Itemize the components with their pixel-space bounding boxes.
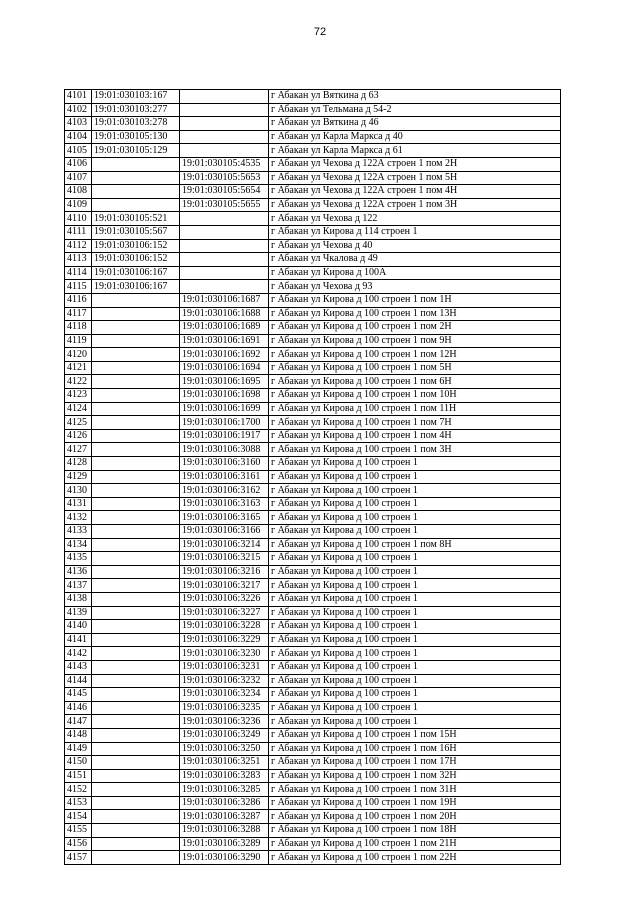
table-row bbox=[65, 674, 561, 688]
row-number-cell: 4157 bbox=[65, 851, 92, 865]
row-number-cell: 4140 bbox=[65, 620, 92, 634]
cadastral-number-cell: 19:01:030106:152 bbox=[92, 253, 180, 267]
premises-cadastral-number-cell: 19:01:030106:1691 bbox=[180, 334, 269, 348]
cadastral-number-cell bbox=[92, 647, 180, 661]
row-number-cell: 4123 bbox=[65, 389, 92, 403]
table-row bbox=[65, 701, 561, 715]
premises-cadastral-number-cell: 19:01:030106:1699 bbox=[180, 402, 269, 416]
premises-cadastral-number-cell: 19:01:030106:3251 bbox=[180, 756, 269, 770]
cadastral-number-cell bbox=[92, 470, 180, 484]
premises-cadastral-number-cell: 19:01:030106:1700 bbox=[180, 416, 269, 430]
cadastral-number-cell: 19:01:030103:167 bbox=[92, 90, 180, 104]
premises-cadastral-number-cell: 19:01:030106:3161 bbox=[180, 470, 269, 484]
table-row bbox=[65, 103, 561, 117]
row-number-cell: 4110 bbox=[65, 212, 92, 226]
address-cell: г Абакан ул Кирова д 100 строен 1 пом 21Н bbox=[269, 837, 561, 851]
premises-cadastral-number-cell: 19:01:030106:3235 bbox=[180, 701, 269, 715]
row-number-cell: 4141 bbox=[65, 633, 92, 647]
address-cell: г Абакан ул Кирова д 100 строен 1 пом 17Н bbox=[269, 756, 561, 770]
table-row bbox=[65, 579, 561, 593]
row-number-cell: 4125 bbox=[65, 416, 92, 430]
premises-cadastral-number-cell: 19:01:030106:3283 bbox=[180, 769, 269, 783]
address-cell: г Абакан ул Чехова д 122А строен 1 пом 3Н bbox=[269, 198, 561, 212]
premises-cadastral-number-cell bbox=[180, 225, 269, 239]
cadastral-number-cell: 19:01:030103:277 bbox=[92, 103, 180, 117]
cadastral-number-cell bbox=[92, 579, 180, 593]
table-row bbox=[65, 348, 561, 362]
cadastral-number-cell bbox=[92, 457, 180, 471]
address-cell: г Абакан ул Кирова д 100 строен 1 bbox=[269, 484, 561, 498]
cadastral-number-cell bbox=[92, 511, 180, 525]
row-number-cell: 4121 bbox=[65, 361, 92, 375]
row-number-cell: 4112 bbox=[65, 239, 92, 253]
address-cell: г Абакан ул Кирова д 100 строен 1 bbox=[269, 579, 561, 593]
cadastral-number-cell bbox=[92, 633, 180, 647]
address-cell: г Абакан ул Кирова д 100 строен 1 пом 5Н bbox=[269, 361, 561, 375]
cadastral-number-cell: 19:01:030105:521 bbox=[92, 212, 180, 226]
cadastral-number-cell bbox=[92, 484, 180, 498]
table-row bbox=[65, 253, 561, 267]
cadastral-number-cell bbox=[92, 688, 180, 702]
row-number-cell: 4135 bbox=[65, 552, 92, 566]
table-row bbox=[65, 633, 561, 647]
cadastral-number-cell bbox=[92, 497, 180, 511]
cadastral-number-cell: 19:01:030103:278 bbox=[92, 117, 180, 131]
address-cell: г Абакан ул Кирова д 100 строен 1 пом 4Н bbox=[269, 429, 561, 443]
row-number-cell: 4113 bbox=[65, 253, 92, 267]
premises-cadastral-number-cell: 19:01:030106:1692 bbox=[180, 348, 269, 362]
premises-cadastral-number-cell bbox=[180, 144, 269, 158]
premises-cadastral-number-cell bbox=[180, 280, 269, 294]
cadastral-number-cell bbox=[92, 606, 180, 620]
address-cell: г Абакан ул Кирова д 100 строен 1 пом 22Н bbox=[269, 851, 561, 865]
premises-cadastral-number-cell: 19:01:030106:1695 bbox=[180, 375, 269, 389]
row-number-cell: 4134 bbox=[65, 538, 92, 552]
premises-cadastral-number-cell bbox=[180, 253, 269, 267]
table-row bbox=[65, 565, 561, 579]
table-row bbox=[65, 511, 561, 525]
cadastral-number-cell bbox=[92, 321, 180, 335]
cadastral-number-cell bbox=[92, 796, 180, 810]
row-number-cell: 4107 bbox=[65, 171, 92, 185]
row-number-cell: 4155 bbox=[65, 824, 92, 838]
table-row bbox=[65, 497, 561, 511]
row-number-cell: 4150 bbox=[65, 756, 92, 770]
address-cell: г Абакан ул Кирова д 100 строен 1 bbox=[269, 674, 561, 688]
row-number-cell: 4103 bbox=[65, 117, 92, 131]
table-row bbox=[65, 429, 561, 443]
premises-cadastral-number-cell bbox=[180, 130, 269, 144]
cadastral-number-cell bbox=[92, 701, 180, 715]
premises-cadastral-number-cell: 19:01:030106:1687 bbox=[180, 293, 269, 307]
table-row bbox=[65, 592, 561, 606]
premises-cadastral-number-cell: 19:01:030106:3162 bbox=[180, 484, 269, 498]
table-row bbox=[65, 457, 561, 471]
premises-cadastral-number-cell: 19:01:030106:3226 bbox=[180, 592, 269, 606]
table-row bbox=[65, 756, 561, 770]
premises-cadastral-number-cell: 19:01:030106:3230 bbox=[180, 647, 269, 661]
row-number-cell: 4118 bbox=[65, 321, 92, 335]
address-cell: г Абакан ул Кирова д 100 строен 1 пом 3Н bbox=[269, 443, 561, 457]
premises-cadastral-number-cell: 19:01:030105:5653 bbox=[180, 171, 269, 185]
premises-cadastral-number-cell: 19:01:030105:4535 bbox=[180, 157, 269, 171]
table-row bbox=[65, 470, 561, 484]
row-number-cell: 4142 bbox=[65, 647, 92, 661]
row-number-cell: 4136 bbox=[65, 565, 92, 579]
row-number-cell: 4133 bbox=[65, 525, 92, 539]
cadastral-number-cell bbox=[92, 660, 180, 674]
premises-cadastral-number-cell: 19:01:030106:3234 bbox=[180, 688, 269, 702]
table-row bbox=[65, 144, 561, 158]
cadastral-number-cell bbox=[92, 620, 180, 634]
row-number-cell: 4127 bbox=[65, 443, 92, 457]
premises-cadastral-number-cell: 19:01:030106:3215 bbox=[180, 552, 269, 566]
cadastral-number-cell: 19:01:030105:130 bbox=[92, 130, 180, 144]
row-number-cell: 4111 bbox=[65, 225, 92, 239]
row-number-cell: 4153 bbox=[65, 796, 92, 810]
table-row bbox=[65, 239, 561, 253]
address-cell: г Абакан ул Вяткина д 46 bbox=[269, 117, 561, 131]
registry-table bbox=[64, 89, 561, 865]
row-number-cell: 4139 bbox=[65, 606, 92, 620]
premises-cadastral-number-cell bbox=[180, 239, 269, 253]
table-row bbox=[65, 321, 561, 335]
address-cell: г Абакан ул Кирова д 100 строен 1 bbox=[269, 565, 561, 579]
address-cell: г Абакан ул Вяткина д 63 bbox=[269, 90, 561, 104]
table-row bbox=[65, 484, 561, 498]
address-cell: г Абакан ул Кирова д 100 строен 1 bbox=[269, 497, 561, 511]
table-row bbox=[65, 171, 561, 185]
premises-cadastral-number-cell: 19:01:030106:3290 bbox=[180, 851, 269, 865]
cadastral-number-cell bbox=[92, 307, 180, 321]
premises-cadastral-number-cell: 19:01:030106:3217 bbox=[180, 579, 269, 593]
table-row bbox=[65, 334, 561, 348]
table-row bbox=[65, 824, 561, 838]
address-cell: г Абакан ул Чехова д 122 bbox=[269, 212, 561, 226]
premises-cadastral-number-cell bbox=[180, 103, 269, 117]
address-cell: г Абакан ул Кирова д 100 строен 1 bbox=[269, 701, 561, 715]
table-row bbox=[65, 837, 561, 851]
premises-cadastral-number-cell: 19:01:030106:3286 bbox=[180, 796, 269, 810]
premises-cadastral-number-cell bbox=[180, 266, 269, 280]
cadastral-number-cell bbox=[92, 810, 180, 824]
address-cell: г Абакан ул Кирова д 100 строен 1 bbox=[269, 633, 561, 647]
address-cell: г Абакан ул Кирова д 100 строен 1 bbox=[269, 552, 561, 566]
address-cell: г Абакан ул Кирова д 100 строен 1 bbox=[269, 525, 561, 539]
premises-cadastral-number-cell: 19:01:030106:1917 bbox=[180, 429, 269, 443]
address-cell: г Абакан ул Кирова д 100 строен 1 пом 7Н bbox=[269, 416, 561, 430]
cadastral-number-cell bbox=[92, 375, 180, 389]
row-number-cell: 4106 bbox=[65, 157, 92, 171]
cadastral-number-cell bbox=[92, 851, 180, 865]
premises-cadastral-number-cell: 19:01:030106:1689 bbox=[180, 321, 269, 335]
address-cell: г Абакан ул Кирова д 100 строен 1 bbox=[269, 620, 561, 634]
address-cell: г Абакан ул Кирова д 100 строен 1 bbox=[269, 606, 561, 620]
premises-cadastral-number-cell: 19:01:030106:3288 bbox=[180, 824, 269, 838]
premises-cadastral-number-cell: 19:01:030106:1688 bbox=[180, 307, 269, 321]
table-row bbox=[65, 293, 561, 307]
address-cell: г Абакан ул Кирова д 100 строен 1 bbox=[269, 660, 561, 674]
row-number-cell: 4105 bbox=[65, 144, 92, 158]
address-cell: г Абакан ул Карла Маркса д 61 bbox=[269, 144, 561, 158]
table-row bbox=[65, 552, 561, 566]
row-number-cell: 4128 bbox=[65, 457, 92, 471]
cadastral-number-cell bbox=[92, 361, 180, 375]
premises-cadastral-number-cell: 19:01:030106:3232 bbox=[180, 674, 269, 688]
address-cell: г Абакан ул Кирова д 100 строен 1 bbox=[269, 688, 561, 702]
row-number-cell: 4124 bbox=[65, 402, 92, 416]
address-cell: г Абакан ул Кирова д 100 строен 1 пом 12Н bbox=[269, 348, 561, 362]
page-number: 72 bbox=[313, 26, 327, 38]
table-row bbox=[65, 375, 561, 389]
cadastral-number-cell bbox=[92, 443, 180, 457]
row-number-cell: 4151 bbox=[65, 769, 92, 783]
row-number-cell: 4144 bbox=[65, 674, 92, 688]
address-cell: г Абакан ул Карла Маркса д 40 bbox=[269, 130, 561, 144]
table-row bbox=[65, 416, 561, 430]
premises-cadastral-number-cell: 19:01:030106:3166 bbox=[180, 525, 269, 539]
cadastral-number-cell bbox=[92, 565, 180, 579]
row-number-cell: 4147 bbox=[65, 715, 92, 729]
cadastral-number-cell bbox=[92, 402, 180, 416]
address-cell: г Абакан ул Кирова д 100 строен 1 пом 16Н bbox=[269, 742, 561, 756]
row-number-cell: 4156 bbox=[65, 837, 92, 851]
cadastral-number-cell bbox=[92, 416, 180, 430]
row-number-cell: 4130 bbox=[65, 484, 92, 498]
row-number-cell: 4132 bbox=[65, 511, 92, 525]
row-number-cell: 4122 bbox=[65, 375, 92, 389]
table-row bbox=[65, 538, 561, 552]
table-row bbox=[65, 443, 561, 457]
table-row bbox=[65, 606, 561, 620]
table-row bbox=[65, 117, 561, 131]
premises-cadastral-number-cell: 19:01:030106:1694 bbox=[180, 361, 269, 375]
premises-cadastral-number-cell bbox=[180, 117, 269, 131]
row-number-cell: 4126 bbox=[65, 429, 92, 443]
table-row bbox=[65, 647, 561, 661]
address-cell: г Абакан ул Чехова д 122А строен 1 пом 2Н bbox=[269, 157, 561, 171]
cadastral-number-cell bbox=[92, 334, 180, 348]
premises-cadastral-number-cell: 19:01:030106:3236 bbox=[180, 715, 269, 729]
row-number-cell: 4149 bbox=[65, 742, 92, 756]
row-number-cell: 4138 bbox=[65, 592, 92, 606]
address-cell: г Абакан ул Кирова д 100 строен 1 bbox=[269, 457, 561, 471]
address-cell: г Абакан ул Кирова д 100 строен 1 пом 18Н bbox=[269, 824, 561, 838]
row-number-cell: 4148 bbox=[65, 728, 92, 742]
table-row bbox=[65, 389, 561, 403]
row-number-cell: 4102 bbox=[65, 103, 92, 117]
address-cell: г Абакан ул Чехова д 122А строен 1 пом 5Н bbox=[269, 171, 561, 185]
address-cell: г Абакан ул Чкалова д 49 bbox=[269, 253, 561, 267]
cadastral-number-cell bbox=[92, 185, 180, 199]
address-cell: г Абакан ул Кирова д 100 строен 1 пом 6Н bbox=[269, 375, 561, 389]
cadastral-number-cell bbox=[92, 171, 180, 185]
cadastral-number-cell bbox=[92, 837, 180, 851]
premises-cadastral-number-cell: 19:01:030106:3165 bbox=[180, 511, 269, 525]
premises-cadastral-number-cell: 19:01:030106:3229 bbox=[180, 633, 269, 647]
table-row bbox=[65, 525, 561, 539]
table-row bbox=[65, 796, 561, 810]
premises-cadastral-number-cell: 19:01:030106:3285 bbox=[180, 783, 269, 797]
address-cell: г Абакан ул Кирова д 100 строен 1 bbox=[269, 511, 561, 525]
row-number-cell: 4104 bbox=[65, 130, 92, 144]
premises-cadastral-number-cell: 19:01:030105:5654 bbox=[180, 185, 269, 199]
cadastral-number-cell: 19:01:030106:167 bbox=[92, 280, 180, 294]
cadastral-number-cell bbox=[92, 728, 180, 742]
cadastral-number-cell bbox=[92, 429, 180, 443]
table-row bbox=[65, 402, 561, 416]
premises-cadastral-number-cell: 19:01:030106:3227 bbox=[180, 606, 269, 620]
premises-cadastral-number-cell: 19:01:030106:3289 bbox=[180, 837, 269, 851]
address-cell: г Абакан ул Кирова д 100 строен 1 пом 20Н bbox=[269, 810, 561, 824]
address-cell: г Абакан ул Кирова д 100 строен 1 пом 32Н bbox=[269, 769, 561, 783]
table-row bbox=[65, 688, 561, 702]
cadastral-number-cell bbox=[92, 525, 180, 539]
row-number-cell: 4143 bbox=[65, 660, 92, 674]
table-row bbox=[65, 742, 561, 756]
premises-cadastral-number-cell bbox=[180, 90, 269, 104]
address-cell: г Абакан ул Кирова д 100 строен 1 bbox=[269, 647, 561, 661]
cadastral-number-cell bbox=[92, 157, 180, 171]
address-cell: г Абакан ул Чехова д 40 bbox=[269, 239, 561, 253]
table-row bbox=[65, 212, 561, 226]
address-cell: г Абакан ул Кирова д 114 строен 1 bbox=[269, 225, 561, 239]
premises-cadastral-number-cell: 19:01:030106:3163 bbox=[180, 497, 269, 511]
row-number-cell: 4154 bbox=[65, 810, 92, 824]
cadastral-number-cell bbox=[92, 783, 180, 797]
cadastral-number-cell: 19:01:030106:167 bbox=[92, 266, 180, 280]
premises-cadastral-number-cell: 19:01:030106:3231 bbox=[180, 660, 269, 674]
cadastral-number-cell bbox=[92, 715, 180, 729]
premises-cadastral-number-cell: 19:01:030105:5655 bbox=[180, 198, 269, 212]
address-cell: г Абакан ул Кирова д 100 строен 1 bbox=[269, 715, 561, 729]
address-cell: г Абакан ул Чехова д 122А строен 1 пом 4Н bbox=[269, 185, 561, 199]
premises-cadastral-number-cell: 19:01:030106:3287 bbox=[180, 810, 269, 824]
cadastral-number-cell bbox=[92, 742, 180, 756]
table-row bbox=[65, 198, 561, 212]
cadastral-number-cell bbox=[92, 293, 180, 307]
cadastral-number-cell bbox=[92, 389, 180, 403]
row-number-cell: 4116 bbox=[65, 293, 92, 307]
premises-cadastral-number-cell: 19:01:030106:1698 bbox=[180, 389, 269, 403]
table-row bbox=[65, 266, 561, 280]
cadastral-number-cell: 19:01:030106:152 bbox=[92, 239, 180, 253]
address-cell: г Абакан ул Кирова д 100 строен 1 пом 19Н bbox=[269, 796, 561, 810]
address-cell: г Абакан ул Кирова д 100 строен 1 пом 8Н bbox=[269, 538, 561, 552]
cadastral-number-cell bbox=[92, 552, 180, 566]
cadastral-number-cell bbox=[92, 592, 180, 606]
address-cell: г Абакан ул Кирова д 100 строен 1 пом 2Н bbox=[269, 321, 561, 335]
table-row bbox=[65, 810, 561, 824]
cadastral-number-cell: 19:01:030105:567 bbox=[92, 225, 180, 239]
premises-cadastral-number-cell bbox=[180, 212, 269, 226]
row-number-cell: 4108 bbox=[65, 185, 92, 199]
table-row bbox=[65, 715, 561, 729]
address-cell: г Абакан ул Чехова д 93 bbox=[269, 280, 561, 294]
row-number-cell: 4117 bbox=[65, 307, 92, 321]
premises-cadastral-number-cell: 19:01:030106:3249 bbox=[180, 728, 269, 742]
address-cell: г Абакан ул Кирова д 100 строен 1 пом 13Н bbox=[269, 307, 561, 321]
table-row bbox=[65, 620, 561, 634]
registry-table-body bbox=[65, 90, 561, 865]
row-number-cell: 4146 bbox=[65, 701, 92, 715]
table-row bbox=[65, 783, 561, 797]
cadastral-number-cell bbox=[92, 756, 180, 770]
row-number-cell: 4101 bbox=[65, 90, 92, 104]
table-row bbox=[65, 185, 561, 199]
premises-cadastral-number-cell: 19:01:030106:3214 bbox=[180, 538, 269, 552]
address-cell: г Абакан ул Кирова д 100 строен 1 пом 31Н bbox=[269, 783, 561, 797]
premises-cadastral-number-cell: 19:01:030106:3088 bbox=[180, 443, 269, 457]
table-row bbox=[65, 769, 561, 783]
address-cell: г Абакан ул Кирова д 100 строен 1 пом 15Н bbox=[269, 728, 561, 742]
premises-cadastral-number-cell: 19:01:030106:3250 bbox=[180, 742, 269, 756]
address-cell: г Абакан ул Кирова д 100А bbox=[269, 266, 561, 280]
address-cell: г Абакан ул Кирова д 100 строен 1 bbox=[269, 470, 561, 484]
table-row bbox=[65, 307, 561, 321]
cadastral-number-cell bbox=[92, 538, 180, 552]
table-row bbox=[65, 728, 561, 742]
row-number-cell: 4145 bbox=[65, 688, 92, 702]
premises-cadastral-number-cell: 19:01:030106:3228 bbox=[180, 620, 269, 634]
premises-cadastral-number-cell: 19:01:030106:3216 bbox=[180, 565, 269, 579]
cadastral-number-cell bbox=[92, 674, 180, 688]
address-cell: г Абакан ул Кирова д 100 строен 1 пом 10Н bbox=[269, 389, 561, 403]
cadastral-number-cell bbox=[92, 769, 180, 783]
row-number-cell: 4120 bbox=[65, 348, 92, 362]
table-row bbox=[65, 660, 561, 674]
table-row bbox=[65, 90, 561, 104]
table-row bbox=[65, 851, 561, 865]
address-cell: г Абакан ул Кирова д 100 строен 1 bbox=[269, 592, 561, 606]
premises-cadastral-number-cell: 19:01:030106:3160 bbox=[180, 457, 269, 471]
cadastral-number-cell: 19:01:030105:129 bbox=[92, 144, 180, 158]
address-cell: г Абакан ул Кирова д 100 строен 1 пом 9Н bbox=[269, 334, 561, 348]
address-cell: г Абакан ул Кирова д 100 строен 1 пом 1Н bbox=[269, 293, 561, 307]
cadastral-number-cell bbox=[92, 824, 180, 838]
address-cell: г Абакан ул Кирова д 100 строен 1 пом 11Н bbox=[269, 402, 561, 416]
address-cell: г Абакан ул Тельмана д 54-2 bbox=[269, 103, 561, 117]
table-row bbox=[65, 225, 561, 239]
table-row bbox=[65, 361, 561, 375]
table-row bbox=[65, 157, 561, 171]
cadastral-number-cell bbox=[92, 198, 180, 212]
row-number-cell: 4137 bbox=[65, 579, 92, 593]
cadastral-number-cell bbox=[92, 348, 180, 362]
row-number-cell: 4129 bbox=[65, 470, 92, 484]
row-number-cell: 4115 bbox=[65, 280, 92, 294]
table-row bbox=[65, 130, 561, 144]
row-number-cell: 4152 bbox=[65, 783, 92, 797]
row-number-cell: 4114 bbox=[65, 266, 92, 280]
row-number-cell: 4109 bbox=[65, 198, 92, 212]
row-number-cell: 4131 bbox=[65, 497, 92, 511]
row-number-cell: 4119 bbox=[65, 334, 92, 348]
table-row bbox=[65, 280, 561, 294]
